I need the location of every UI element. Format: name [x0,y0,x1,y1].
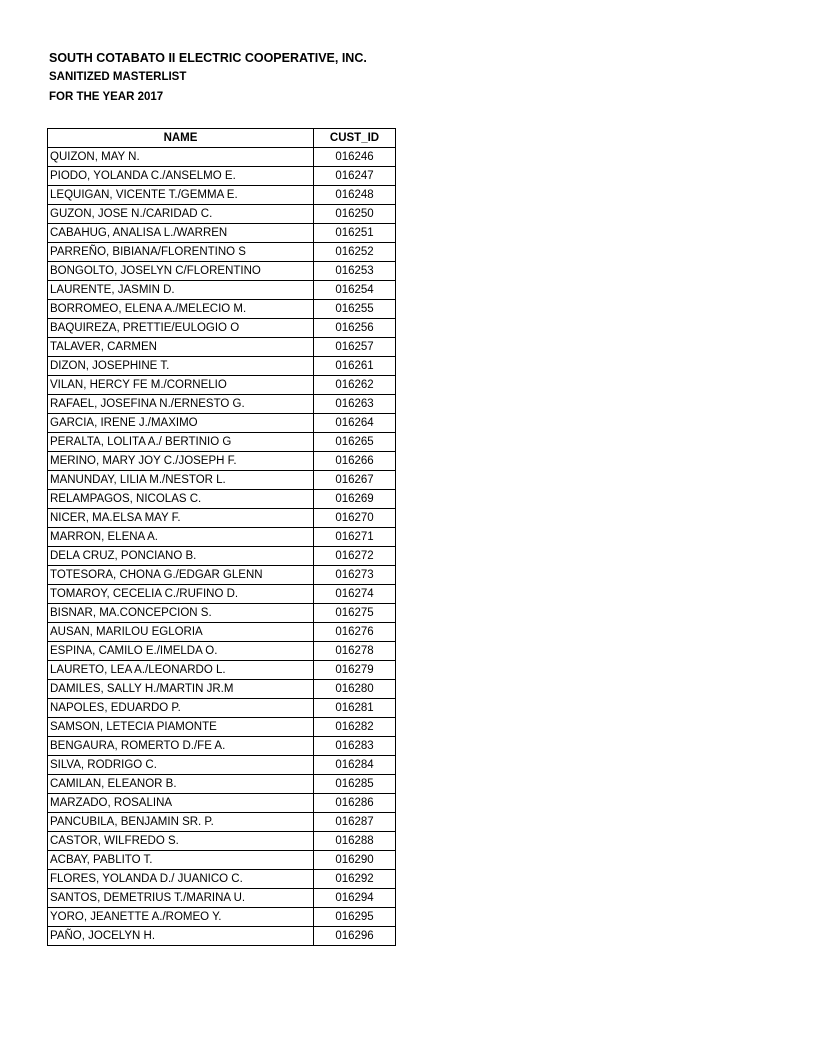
customer-name-cell: BENGAURA, ROMERTO D./FE A. [48,737,314,756]
table-row [48,471,396,490]
customer-name-cell: ACBAY, PABLITO T. [48,851,314,870]
customer-name-cell: BONGOLTO, JOSELYN C/FLORENTINO [48,262,314,281]
customer-name-cell: NICER, MA.ELSA MAY F. [48,509,314,528]
table-row [48,186,396,205]
table-row [48,433,396,452]
table-row [48,585,396,604]
customer-name-cell: NAPOLES, EDUARDO P. [48,699,314,718]
table-row [48,300,396,319]
customer-id-cell: 016269 [314,490,396,509]
table-row [48,775,396,794]
customer-id-cell: 016261 [314,357,396,376]
customer-id-cell: 016257 [314,338,396,357]
customer-name-cell: MERINO, MARY JOY C./JOSEPH F. [48,452,314,471]
table-row [48,870,396,889]
customer-id-cell: 016285 [314,775,396,794]
customer-id-cell: 016270 [314,509,396,528]
customer-id-cell: 016247 [314,167,396,186]
customer-id-cell: 016280 [314,680,396,699]
customer-name-cell: ESPINA, CAMILO E./IMELDA O. [48,642,314,661]
table-row [48,319,396,338]
customer-id-cell: 016274 [314,585,396,604]
customer-id-cell: 016254 [314,281,396,300]
customer-id-cell: 016263 [314,395,396,414]
customer-name-cell: TALAVER, CARMEN [48,338,314,357]
customer-name-cell: GUZON, JOSE N./CARIDAD C. [48,205,314,224]
table-row [48,224,396,243]
table-row [48,642,396,661]
customer-name-cell: QUIZON, MAY N. [48,148,314,167]
customer-id-cell: 016287 [314,813,396,832]
customer-id-cell: 016272 [314,547,396,566]
table-header-row [48,129,396,148]
table-row [48,148,396,167]
customer-id-cell: 016284 [314,756,396,775]
customer-name-cell: YORO, JEANETTE A./ROMEO Y. [48,908,314,927]
customer-id-cell: 016295 [314,908,396,927]
masterlist-table [47,128,396,946]
customer-name-cell: RAFAEL, JOSEFINA N./ERNESTO G. [48,395,314,414]
customer-id-cell: 016267 [314,471,396,490]
table-row [48,813,396,832]
customer-name-cell: BAQUIREZA, PRETTIE/EULOGIO O [48,319,314,338]
customer-name-cell: SANTOS, DEMETRIUS T./MARINA U. [48,889,314,908]
customer-id-cell: 016282 [314,718,396,737]
table-row [48,262,396,281]
customer-id-cell: 016275 [314,604,396,623]
table-row [48,243,396,262]
customer-id-cell: 016264 [314,414,396,433]
customer-name-cell: CASTOR, WILFREDO S. [48,832,314,851]
table-body [48,148,396,946]
customer-id-cell: 016251 [314,224,396,243]
table-row [48,376,396,395]
customer-id-cell: 016262 [314,376,396,395]
company-title: SOUTH COTABATO II ELECTRIC COOPERATIVE, INC. [49,51,367,65]
customer-id-cell: 016255 [314,300,396,319]
customer-name-cell: VILAN, HERCY FE M./CORNELIO [48,376,314,395]
customer-id-cell: 016246 [314,148,396,167]
table-row [48,281,396,300]
table-row [48,680,396,699]
table-row [48,205,396,224]
customer-name-cell: AUSAN, MARILOU EGLORIA [48,623,314,642]
customer-name-cell: FLORES, YOLANDA D./ JUANICO C. [48,870,314,889]
customer-name-cell: CAMILAN, ELEANOR B. [48,775,314,794]
customer-name-cell: SILVA, RODRIGO C. [48,756,314,775]
customer-id-cell: 016283 [314,737,396,756]
customer-name-cell: PIODO, YOLANDA C./ANSELMO E. [48,167,314,186]
customer-id-cell: 016248 [314,186,396,205]
table-row [48,908,396,927]
column-header-name: NAME [48,129,314,148]
table-row [48,357,396,376]
table-row [48,699,396,718]
customer-name-cell: DIZON, JOSEPHINE T. [48,357,314,376]
customer-name-cell: PERALTA, LOLITA A./ BERTINIO G [48,433,314,452]
customer-id-cell: 016276 [314,623,396,642]
customer-name-cell: MARRON, ELENA A. [48,528,314,547]
table-row [48,604,396,623]
customer-name-cell: PAÑO, JOCELYN H. [48,927,314,946]
customer-name-cell: SAMSON, LETECIA PIAMONTE [48,718,314,737]
customer-name-cell: MANUNDAY, LILIA M./NESTOR L. [48,471,314,490]
customer-id-cell: 016256 [314,319,396,338]
customer-name-cell: DELA CRUZ, PONCIANO B. [48,547,314,566]
customer-id-cell: 016286 [314,794,396,813]
customer-id-cell: 016292 [314,870,396,889]
customer-id-cell: 016271 [314,528,396,547]
table-row [48,718,396,737]
table-row [48,566,396,585]
column-header-cust-id: CUST_ID [314,129,396,148]
customer-name-cell: PARREÑO, BIBIANA/FLORENTINO S [48,243,314,262]
table-row [48,490,396,509]
table-row [48,832,396,851]
customer-id-cell: 016290 [314,851,396,870]
table-row [48,414,396,433]
customer-name-cell: TOMAROY, CECELIA C./RUFINO D. [48,585,314,604]
customer-name-cell: RELAMPAGOS, NICOLAS C. [48,490,314,509]
year-line: FOR THE YEAR 2017 [49,91,164,103]
customer-id-cell: 016266 [314,452,396,471]
customer-id-cell: 016265 [314,433,396,452]
document-subtitle: SANITIZED MASTERLIST [49,71,187,83]
customer-name-cell: GARCIA, IRENE J./MAXIMO [48,414,314,433]
customer-name-cell: LAURETO, LEA A./LEONARDO L. [48,661,314,680]
customer-id-cell: 016278 [314,642,396,661]
table-row [48,452,396,471]
customer-id-cell: 016281 [314,699,396,718]
customer-name-cell: BORROMEO, ELENA A./MELECIO M. [48,300,314,319]
customer-id-cell: 016253 [314,262,396,281]
customer-id-cell: 016273 [314,566,396,585]
customer-id-cell: 016288 [314,832,396,851]
table-row [48,167,396,186]
customer-id-cell: 016279 [314,661,396,680]
customer-id-cell: 016252 [314,243,396,262]
table-row [48,509,396,528]
customer-name-cell: BISNAR, MA.CONCEPCION S. [48,604,314,623]
table-row [48,623,396,642]
customer-id-cell: 016296 [314,927,396,946]
table-row [48,851,396,870]
table-row [48,889,396,908]
customer-name-cell: MARZADO, ROSALINA [48,794,314,813]
table-row [48,756,396,775]
table-row [48,737,396,756]
customer-name-cell: PANCUBILA, BENJAMIN SR. P. [48,813,314,832]
table-row [48,547,396,566]
customer-id-cell: 016294 [314,889,396,908]
customer-name-cell: LAURENTE, JASMIN D. [48,281,314,300]
customer-name-cell: CABAHUG, ANALISA L./WARREN [48,224,314,243]
table-row [48,395,396,414]
table-row [48,338,396,357]
customer-id-cell: 016250 [314,205,396,224]
table-row [48,927,396,946]
table-row [48,661,396,680]
table-row [48,528,396,547]
customer-name-cell: LEQUIGAN, VICENTE T./GEMMA E. [48,186,314,205]
customer-name-cell: DAMILES, SALLY H./MARTIN JR.M [48,680,314,699]
table-row [48,794,396,813]
customer-name-cell: TOTESORA, CHONA G./EDGAR GLENN [48,566,314,585]
